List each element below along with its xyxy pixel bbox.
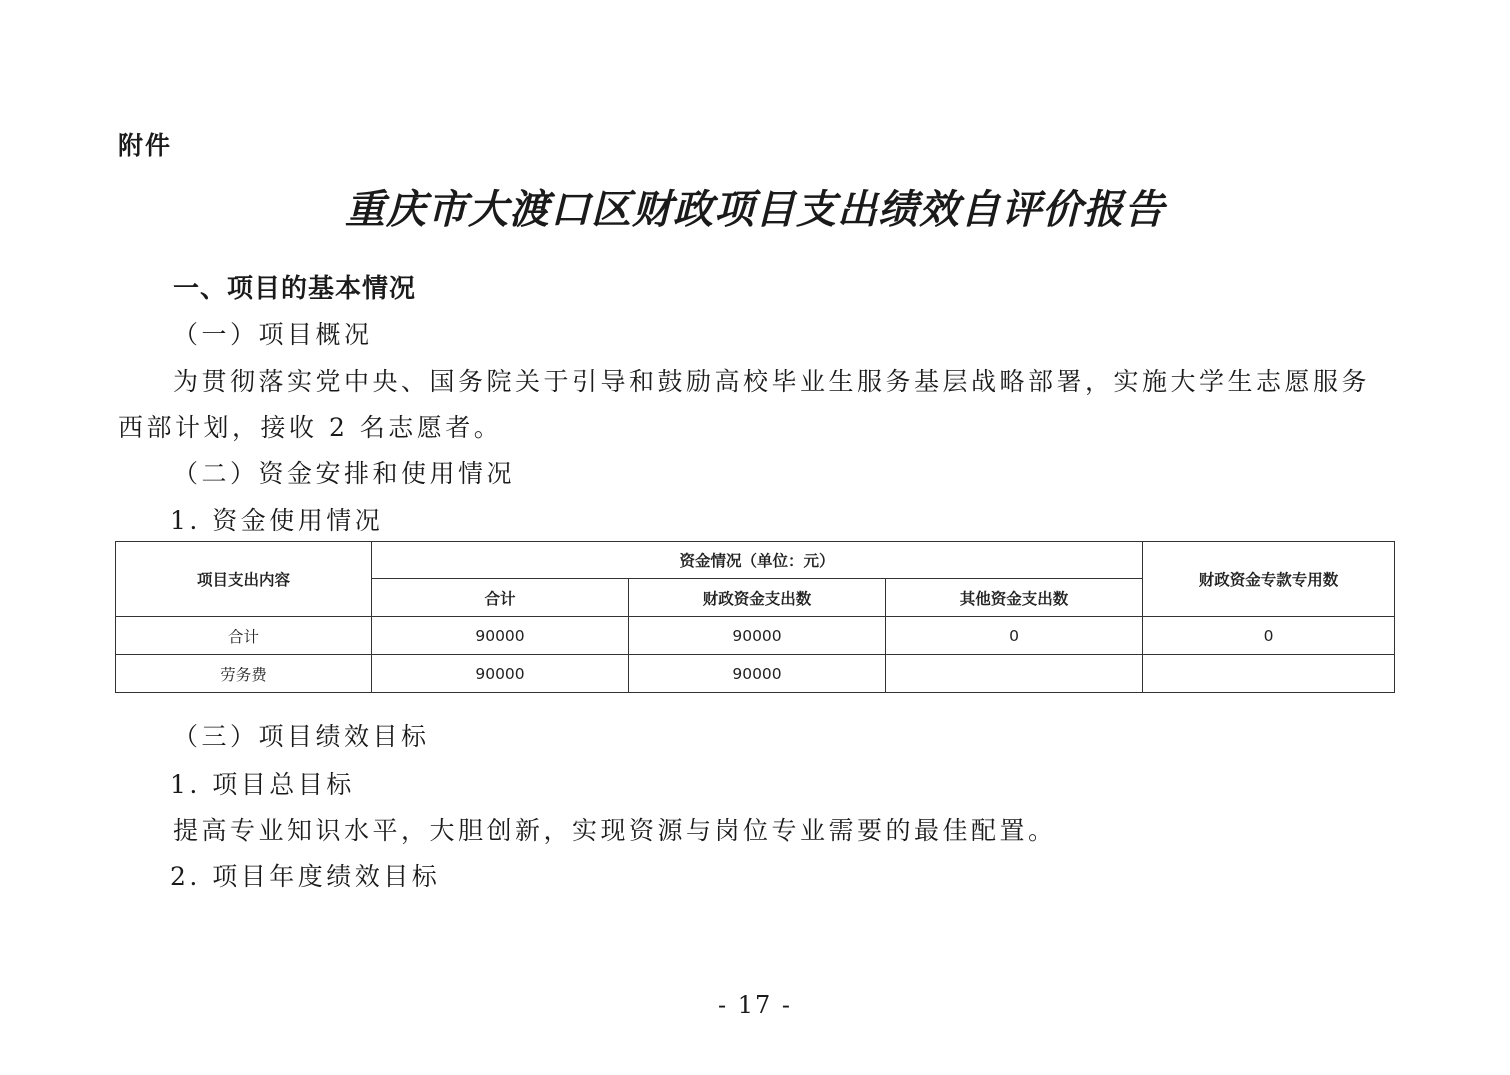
overview-paragraph-line1: 为贯彻落实党中央、国务院关于引导和鼓励高校毕业生服务基层战略部署，实施大学生志愿服务 xyxy=(173,367,1371,396)
item-annual-goal: 2. 项目年度绩效目标 xyxy=(170,862,441,891)
header-total: 合计 xyxy=(372,579,629,617)
cell-other: 0 xyxy=(886,617,1143,655)
header-special: 财政资金专款专用数 xyxy=(1143,542,1395,617)
overall-goal-paragraph: 提高专业知识水平，大胆创新，实现资源与岗位专业需要的最佳配置。 xyxy=(173,816,1057,845)
cell-total: 90000 xyxy=(372,617,629,655)
table-row xyxy=(116,655,1395,693)
table-row xyxy=(116,617,1395,655)
header-fiscal: 财政资金支出数 xyxy=(629,579,886,617)
item-fund-usage: 1. 资金使用情况 xyxy=(170,506,384,535)
header-item: 项目支出内容 xyxy=(116,542,372,617)
subheading-project-overview: （一）项目概况 xyxy=(173,320,373,349)
table-header-row xyxy=(116,542,1395,579)
cell-total: 90000 xyxy=(372,655,629,693)
cell-item: 合计 xyxy=(116,617,372,655)
section-heading-basic-info: 一、项目的基本情况 xyxy=(173,274,417,304)
fund-usage-table xyxy=(115,541,1395,693)
cell-special xyxy=(1143,655,1395,693)
overview-paragraph-line2: 西部计划，接收 2 名志愿者。 xyxy=(118,413,503,442)
cell-item: 劳务费 xyxy=(116,655,372,693)
document-title: 重庆市大渡口区财政项目支出绩效自评价报告 xyxy=(345,186,1165,233)
cell-fiscal: 90000 xyxy=(629,655,886,693)
subheading-performance-goals: （三）项目绩效目标 xyxy=(173,722,430,751)
item-overall-goal: 1. 项目总目标 xyxy=(170,770,355,799)
header-fund-group: 资金情况（单位：元） xyxy=(372,542,1143,579)
header-other: 其他资金支出数 xyxy=(886,579,1143,617)
cell-other xyxy=(886,655,1143,693)
subheading-fund-arrangement: （二）资金安排和使用情况 xyxy=(173,459,516,488)
cell-special: 0 xyxy=(1143,617,1395,655)
attachment-label: 附件 xyxy=(118,131,173,160)
cell-fiscal: 90000 xyxy=(629,617,886,655)
page-number: - 17 - xyxy=(717,991,792,1019)
